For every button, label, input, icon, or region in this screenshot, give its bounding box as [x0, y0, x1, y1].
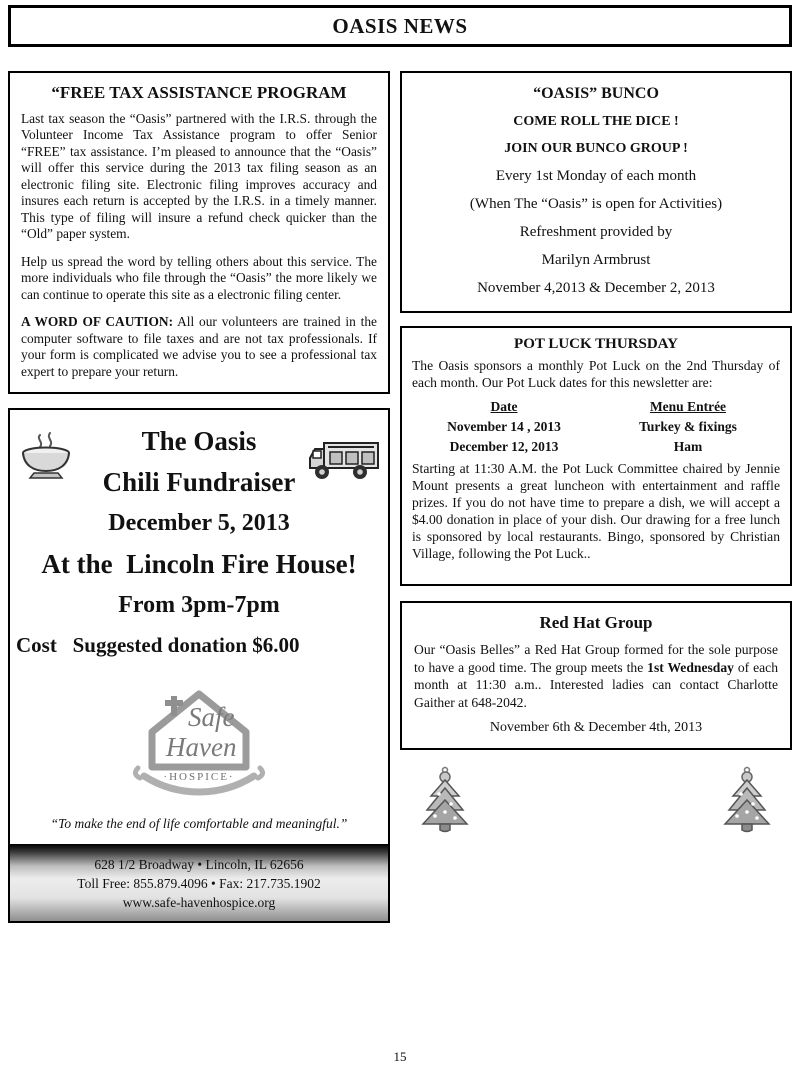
- chili-date: December 5, 2013: [108, 510, 290, 537]
- bunco-line-3: Every 1st Monday of each month: [495, 168, 697, 184]
- bunco-line-5: Refreshment provided by: [519, 224, 673, 240]
- logo-text-hospice: ·HOSPICE·: [163, 771, 235, 784]
- red-hat-dates: November 6th & December 4th, 2013: [489, 720, 703, 736]
- logo-text-haven: Haven: [166, 732, 237, 763]
- tax-paragraph-2: Help us spread the word by telling others about this service. The more individuals who file through the “Oasis” the more likely we can continue to operate this site as a electronic filing center.: [21, 253, 377, 302]
- content-columns: [8, 71, 792, 923]
- bunco-title: “OASIS” BUNCO: [533, 85, 659, 102]
- bunco-line-6: Marilyn Armbrust: [541, 252, 651, 268]
- hospice-tagline: “To make the end of life comfortable and meaningful.”: [50, 816, 348, 832]
- pot-luck-section: [400, 326, 792, 586]
- right-column: [400, 71, 792, 839]
- table-header-row: [412, 399, 780, 415]
- chili-title-line1: The Oasis: [141, 426, 257, 457]
- column-header-date: Date: [490, 398, 518, 414]
- red-hat-paragraph: [414, 641, 778, 711]
- column-header-menu: Menu Entrée: [649, 398, 727, 414]
- tax-section-title: “FREE TAX ASSISTANCE PROGRAM: [51, 83, 347, 102]
- safe-haven-logo: [104, 672, 294, 800]
- caution-label: A WORD OF CAUTION:: [21, 314, 174, 330]
- red-hat-title: Red Hat Group: [539, 613, 653, 633]
- bunco-dates: November 4,2013 & December 2, 2013: [477, 280, 715, 296]
- header: [8, 5, 792, 47]
- pot-luck-body: Starting at 11:30 A.M. the Pot Luck Committee chaired by Jennie Mount presents a great luncheon with entertainment and raffle prizes. If you do not have time to prepare a dish, we will accept a $4.00 donation in place of your dish. Our drawing for a free lunch is sponsored by local restaurants. Bingo, sponsored by Christian Village, following the Pot Luck..: [412, 460, 780, 561]
- red-hat-section: [400, 601, 792, 750]
- chili-title-line2: Chili Fundraiser: [102, 467, 296, 498]
- soup-bowl-icon: [20, 432, 78, 487]
- tree-decorations: [400, 750, 792, 839]
- logo-text-safe: Safe: [188, 702, 235, 733]
- chili-location: At the Lincoln Fire House!: [41, 549, 357, 580]
- table-row: [412, 439, 780, 455]
- tax-assistance-section: [8, 71, 390, 394]
- bunco-line-1: COME ROLL THE DICE !: [513, 114, 679, 129]
- red-hat-text-a: Our “Oasis Belles” a Red Hat Group formed for the sole purpose to have a good time. The group meets the: [414, 642, 778, 675]
- page-number: 15: [393, 1049, 407, 1064]
- left-column: [8, 71, 390, 923]
- hospice-website: www.safe-havenhospice.org: [122, 895, 276, 911]
- page-title: OASIS NEWS: [332, 14, 468, 38]
- tax-paragraph-1: Last tax season the “Oasis” partnered with the I.R.S. through the Volunteer Income Tax Assistance program to offer Senior “FREE” tax assistance. I’m pleased to announce that the “Oasis” will offer this service during the 2013 tax filing season as an electronic filing site. Electronic filing improves accuracy and insures each return is accepted by the I.R.S. in a timely manner. This type of filing will insure a refund check quicker than the “Old” paper system.: [21, 111, 377, 242]
- address-line-1: 628 1/2 Broadway • Lincoln, IL 62656: [94, 857, 304, 873]
- cell-date: November 14 , 2013: [447, 418, 561, 434]
- caution-text: All our volunteers are trained in the computer software to file taxes and are not tax professionals. If your form is complicated we advise you to see a professional tax expert to prepare your return.: [21, 314, 377, 379]
- cell-menu: Turkey & fixings: [639, 418, 737, 434]
- pot-luck-table: [412, 399, 780, 455]
- bunco-line-4: (When The “Oasis” is open for Activities): [469, 196, 723, 212]
- pot-luck-intro: The Oasis sponsors a monthly Pot Luck on the 2nd Thursday of each month. Our Pot Luck dates for this newsletter are:: [412, 358, 780, 390]
- table-row: [412, 419, 780, 435]
- pot-luck-title: POT LUCK THURSDAY: [514, 336, 678, 352]
- bunco-line-2: JOIN OUR BUNCO GROUP !: [504, 141, 688, 156]
- red-hat-text-bold: 1st Wednesday: [647, 659, 734, 675]
- chili-cost: Cost Suggested donation $6.00: [16, 633, 300, 658]
- tax-paragraph-caution: [21, 314, 377, 380]
- address-line-2: Toll Free: 855.879.4096 • Fax: 217.735.1902: [77, 876, 321, 892]
- red-hat-text-c: of each month at 11:30 a.m.. Interested ladies can contact Charlotte Gaither at 648-2042.: [414, 659, 778, 710]
- christmas-tree-icon: [722, 766, 772, 839]
- chili-fundraiser-section: [8, 408, 390, 923]
- cell-date: December 12, 2013: [449, 438, 559, 454]
- cell-menu: Ham: [673, 438, 703, 454]
- bunco-section: [400, 71, 792, 313]
- chili-time: From 3pm-7pm: [118, 592, 280, 619]
- newsletter-page: [0, 5, 800, 1064]
- fire-truck-icon: [308, 436, 380, 487]
- christmas-tree-icon: [420, 766, 470, 839]
- hospice-address-bar: [10, 844, 388, 921]
